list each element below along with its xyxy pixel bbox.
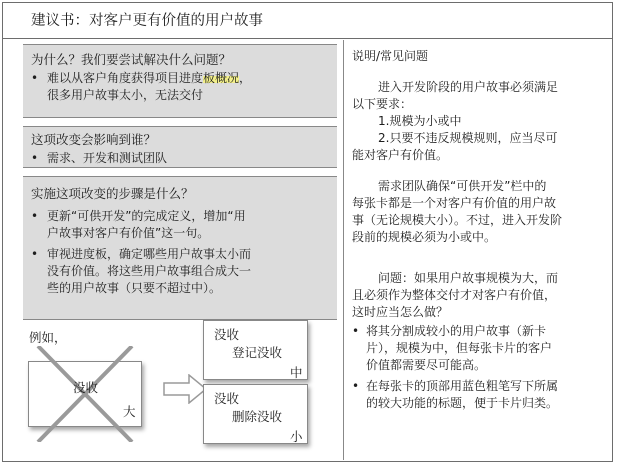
small-story-card: [203, 384, 308, 444]
section-question: 为什么？我们要尝试解决什么问题？: [31, 52, 232, 67]
notes-column: [343, 40, 611, 460]
list-item: 2.只要不违反规模规则，应当尽可: [378, 131, 558, 145]
bullet-line: 审视进度板，确定哪些用户故事太小而: [47, 247, 252, 261]
notes-heading: 说明/常见问题: [352, 49, 429, 63]
text-line: 段前的规模必须为小或中。: [352, 230, 497, 244]
section-question: 这项改变会影响到谁？: [31, 132, 157, 147]
text-line: 且必须作为整体交付才对客户有价值，: [352, 288, 557, 302]
bullet-line: 更新“可供开发”的完成定义，增加“用: [47, 209, 246, 223]
text-line: 每张卡都是一个对客户有价值的用户故: [352, 196, 557, 210]
text-line: 需求团队确保“可供开发”栏中的: [378, 179, 547, 193]
text-line: 价值都需要尽可能高。: [366, 358, 487, 372]
bullet-line: 难以从客户角度获得项目进度: [47, 71, 204, 85]
bullet-line: ，: [239, 71, 252, 85]
card-subtitle: 登记没收: [232, 345, 283, 360]
bullet-icon: •: [31, 247, 39, 261]
bullet-icon: •: [352, 324, 360, 338]
bullet-icon: •: [31, 71, 39, 85]
example-label: 例如，: [29, 330, 67, 345]
bullet-line: 很多用户故事太小，无法交付: [47, 88, 204, 102]
card-title: 没收: [214, 327, 240, 342]
bullet-icon: •: [352, 379, 360, 393]
bullet-icon: •: [31, 209, 39, 223]
list-item: 1.规模为小或中: [378, 114, 462, 128]
notes-bullet: [352, 378, 605, 412]
bullet-item: [31, 70, 337, 104]
section-who: [23, 126, 337, 168]
bullet-icon: •: [31, 151, 39, 165]
bullet-line: 些的用户故事（只要不超过中）。: [47, 281, 222, 295]
text-line: 的较大功能的标题，便于卡片归类。: [366, 396, 559, 410]
text-line: 问题：如果用户故事规模为大，而: [378, 271, 559, 285]
highlighted-text: 板概况: [203, 71, 240, 85]
bullet-line: 没有价值。将这些用户故事组合成大一: [47, 264, 252, 278]
card-title: 没收: [214, 391, 240, 406]
text-line: 进入开发阶段的用户故事必须满足: [378, 80, 559, 94]
arrow-icon: [163, 374, 207, 404]
notes-bullet: [352, 323, 605, 374]
section-why: [23, 44, 337, 118]
bullet-item: [31, 246, 337, 297]
bullet-item: [31, 208, 337, 242]
bullet-line: 需求、开发和测试团队: [47, 151, 168, 165]
notes-list: [352, 113, 605, 147]
text-line: 这时应当怎么做？: [352, 305, 449, 319]
section-question: 实施这项改变的步骤是什么？: [31, 186, 194, 201]
bullet-item: [31, 150, 337, 167]
text-line: 能对客户有价值。: [352, 148, 449, 162]
card-size: 大: [123, 404, 136, 419]
text-line: 片），规模为中，但每张卡片的客户: [366, 341, 553, 355]
section-steps: [23, 176, 337, 320]
card-subtitle: 删除没收: [232, 409, 283, 424]
card-size: 中: [290, 365, 303, 380]
text-line: 事（无论规模大小）。不过，进入开发阶: [352, 213, 563, 227]
text-line: 以下要求：: [352, 97, 413, 111]
proposal-sheet: [2, 2, 613, 462]
card-title: 没收: [73, 380, 99, 395]
page-title: 建议书：对客户更有价值的用户故事: [3, 3, 612, 39]
bullet-line: 户故事对客户有价值”这一句。: [47, 226, 210, 240]
small-story-card: [203, 320, 308, 380]
text-line: 在每张卡的顶部用蓝色粗笔写下所属: [366, 379, 559, 393]
big-story-card: [28, 361, 142, 427]
notes-paragraph: [352, 79, 605, 96]
card-size: 小: [290, 429, 303, 444]
text-line: 将其分割成较小的用户故事（新卡: [366, 324, 547, 338]
